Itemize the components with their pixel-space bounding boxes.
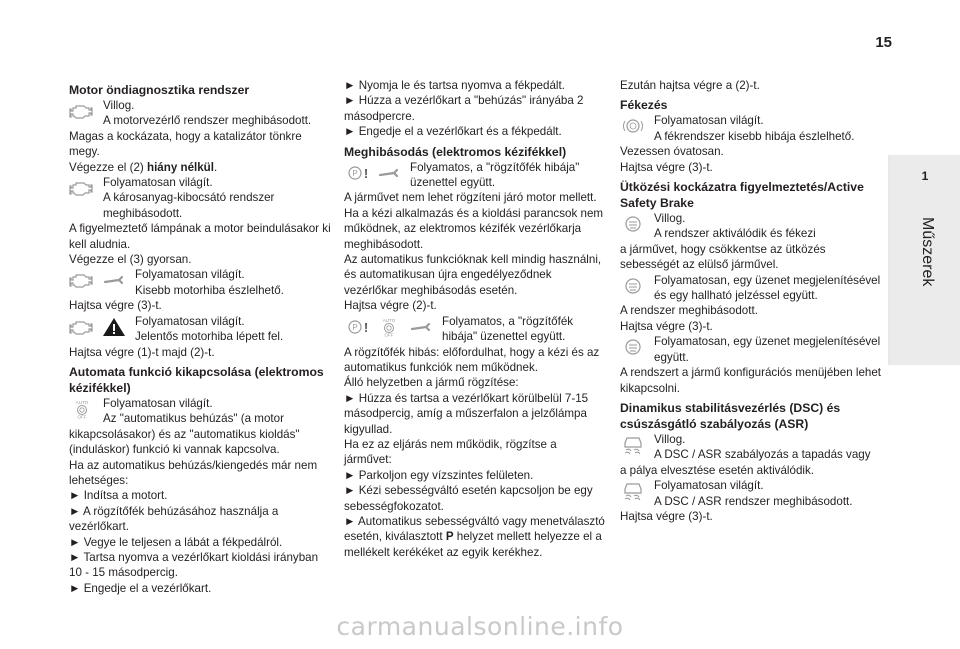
paragraph: Végezze el (3) gyorsan.: [69, 253, 192, 267]
list-item: ► Húzza a vezérlőkart a "behúzás" irányába 2 másodpercre.: [344, 94, 584, 123]
indicator-row: [69, 396, 331, 427]
indicator-desc: A fékrendszer kisebb hibája észlelhető.: [654, 129, 855, 143]
brake-icon: [620, 116, 646, 136]
paragraph: A rendszer meghibásodott.: [620, 304, 758, 318]
list-item: ► Nyomja le és tartsa nyomva a fékpedált.: [344, 79, 565, 92]
indicator-desc: Folyamatosan, egy üzenet megjelenítésével és egy hallható jelzéssel együtt.: [654, 273, 881, 303]
list-item: ► Parkoljon egy vízszintes felületen.: [344, 468, 534, 482]
paragraph: A figyelmeztető lámpának a motor beindulásakor ki kell aludnia.: [69, 222, 331, 251]
paragraph: Magas a kockázata, hogy a katalizátor tönkre megy.: [69, 129, 302, 159]
watermark: carmanualsonline.info: [336, 612, 624, 641]
indicator-state: Folyamatosan világít.: [654, 479, 764, 493]
indicator-state: Villog.: [654, 432, 686, 446]
paragraph: Ha az automatikus behúzás/kiengedés már nem lehetséges:: [69, 458, 318, 487]
skid-car-icon: [620, 481, 646, 501]
paragraph: A járművet nem lehet rögzíteni járó motor mellett.: [344, 191, 597, 205]
indicator-desc: A DSC / ASR rendszer meghibásodott.: [654, 494, 853, 508]
list-item: ► Kézi sebességváltó esetén kapcsoljon be egy sebességfokozatot.: [344, 484, 593, 513]
list-item: ► Indítsa a motort.: [69, 489, 168, 503]
indicator-row: [69, 314, 331, 345]
indicator-row: [344, 314, 606, 345]
indicator-state: Villog.: [654, 212, 686, 226]
wrench-icon: [376, 163, 402, 183]
skid-car-icon: [620, 435, 646, 455]
heading-braking: Fékezés: [620, 98, 668, 113]
list-item: ► Tartsa nyomva a vezérlőkart kioldási irányban 10 - 15 másodpercig.: [69, 550, 319, 580]
indicator-row: [620, 211, 882, 242]
paragraph: Hajtsa végre (2)-t.: [344, 299, 437, 313]
page-number: 15: [875, 34, 892, 51]
heading-collision-warning: Ütközési kockázatra figyelmeztetés/Active Safety Brake: [620, 180, 864, 211]
indicator-desc: A károsanyag-kibocsátó rendszer meghibásodott.: [103, 191, 275, 220]
list-item: ► A rögzítőfék behúzásához használja a vezérlőkart.: [69, 504, 279, 534]
collision-icon: [620, 276, 646, 296]
heading-malfunction: Meghibásodás (elektromos kézifékkel): [344, 144, 567, 159]
paragraph: Hajtsa végre (1)-t majd (2)-t.: [69, 345, 215, 359]
column-2: [344, 78, 606, 560]
paragraph: Álló helyzetben a jármű rögzítése:: [344, 376, 519, 390]
indicator-state: Folyamatosan világít.: [135, 268, 245, 282]
paragraph: Ha a kézi alkalmazás és a kioldási parancsok nem működnek, az elektromos kézifék vezérlőkarja meghibásodott.: [344, 206, 604, 251]
paragraph: a járművet, hogy csökkentse az ütközés sebességét az elülső járművel.: [620, 242, 826, 272]
wrench-icon: [408, 317, 434, 337]
paragraph: Ha ez az eljárás nem működik, rögzítse a járművet:: [344, 437, 557, 467]
chapter-number: 1: [921, 169, 929, 183]
engine-icon: [69, 270, 95, 290]
paragraph: A rendszert a jármű konfigurációs menüjében lehet kikapcsolni.: [620, 366, 882, 395]
warning-triangle-icon: [101, 317, 127, 337]
paragraph: a pálya elvesztése esetén aktiválódik.: [620, 463, 814, 477]
chapter-tab: [888, 155, 960, 365]
indicator-state: Folyamatosan világít.: [103, 176, 213, 190]
column-3: [620, 78, 882, 524]
indicator-desc: Jelentős motorhiba lépett fel.: [135, 330, 284, 344]
indicator-row: [620, 273, 882, 304]
indicator-desc: Az "automatikus behúzás" (a motor: [103, 412, 284, 426]
list-item: ► Engedje el a vezérlőkart.: [69, 581, 212, 595]
indicator-desc: Folyamatosan, egy üzenet megjelenítésével együtt.: [654, 335, 881, 364]
brake-exclamation-icon: [344, 163, 370, 183]
indicator-state: Folyamatosan világít.: [135, 314, 245, 328]
indicator-desc: A DSC / ASR szabályozás a tapadás vagy: [654, 448, 871, 462]
paragraph: Végezze el (2) hiány nélkül.: [69, 160, 218, 174]
list-item: ► Vegye le teljesen a lábát a fékpedálról.: [69, 535, 283, 549]
indicator-row: [344, 160, 606, 191]
engine-icon: [69, 178, 95, 198]
indicator-desc: Kisebb motorhiba észlelhető.: [135, 283, 284, 297]
paragraph: Hajtsa végre (3)-t.: [620, 509, 713, 523]
paragraph: Hajtsa végre (3)-t.: [620, 160, 713, 174]
paragraph: Hajtsa végre (3)-t.: [69, 299, 162, 313]
paragraph: kikapcsolásakor) és az "automatikus kioldás" (induláskor) funkció ki vannak kapcsolva.: [69, 427, 300, 457]
paragraph: Ezután hajtsa végre a (2)-t.: [620, 79, 760, 92]
paragraph: A rögzítőfék hibás: előfordulhat, hogy a kézi és az automatikus funkciók nem működnek.: [344, 345, 600, 374]
paragraph: Hajtsa végre (3)-t.: [620, 319, 713, 333]
column-1: [69, 78, 331, 596]
indicator-desc: A rendszer aktiválódik és fékezi: [654, 227, 816, 241]
indicator-desc: A motorvezérlő rendszer meghibásodott.: [103, 114, 312, 128]
indicator-row: [620, 334, 882, 365]
auto-off-icon: [69, 399, 95, 419]
heading-auto-function: Automata funkció kikapcsolása (elektromos kézifékkel): [69, 364, 324, 395]
indicator-row: [620, 113, 882, 144]
wrench-icon: [101, 270, 127, 290]
indicator-row: [69, 175, 331, 221]
indicator-row: [620, 478, 882, 509]
indicator-row: [69, 267, 331, 298]
paragraph: Az automatikus funkcióknak kell mindig használni, és automatikusan újra engedélyeződnek vezérlőkar meghibásodás esetén.: [344, 253, 602, 297]
indicator-desc: Folyamatos, a "rögzítőfék hibája" üzenettel együtt.: [442, 314, 574, 344]
collision-icon: [620, 337, 646, 357]
indicator-state: Folyamatosan világít.: [654, 114, 764, 128]
chapter-title: Műszerek: [919, 217, 936, 287]
engine-icon: [69, 101, 95, 121]
indicator-state: Villog.: [103, 99, 135, 112]
indicator-state: Folyamatosan világít.: [103, 396, 213, 410]
brake-exclamation-icon: [344, 317, 370, 337]
indicator-desc: Folyamatos, a "rögzítőfék hibája" üzenettel együtt.: [410, 160, 580, 190]
list-item: ► Engedje el a vezérlőkart és a fékpedált.: [344, 125, 562, 139]
list-item: ► Automatikus sebességváltó vagy menetválasztó esetén, kiválasztott P helyzet mellett helyezze el a mellékelt kerékéket az egyik kerékhez.: [344, 514, 605, 559]
paragraph: Vezessen óvatosan.: [620, 145, 724, 159]
engine-icon: [69, 317, 95, 337]
collision-icon: [620, 214, 646, 234]
heading-dsc-asr: Dinamikus stabilitásvezérlés (DSC) és csúszásgátló szabályozás (ASR): [620, 400, 841, 431]
list-item: ► Húzza és tartsa a vezérlőkart körülbelül 7-15 másodpercig, amíg a műszerfalon a jelzőlámpa kigyullad.: [344, 391, 589, 436]
indicator-row: [69, 98, 331, 129]
heading-engine-diagnostics: Motor öndiagnosztika rendszer: [69, 83, 250, 97]
auto-off-icon: [376, 317, 402, 337]
indicator-row: [620, 432, 882, 463]
